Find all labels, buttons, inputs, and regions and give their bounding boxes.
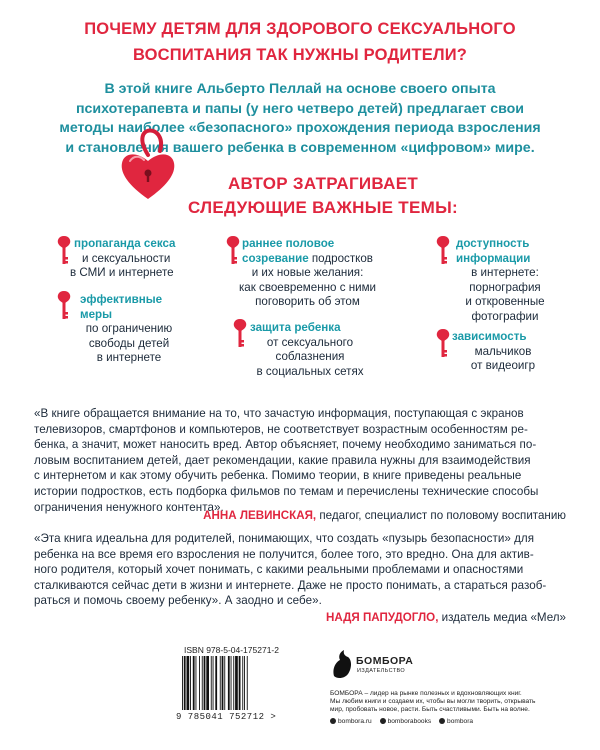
globe-icon [330, 718, 336, 724]
quote-line: бенка, а значит, может наносить вред. Автор объясняет, почему необходимо заниматься по- [34, 438, 537, 452]
topic-highlight: информации [456, 251, 531, 265]
topic-highlight: эффективные [80, 293, 163, 306]
isbn-label: ISBN 978-5-04-175271-2 [184, 645, 279, 655]
quote-line: истории подростков, есть подборка фильмов по темам и перечислены технические способы [34, 484, 539, 498]
publisher-description [330, 690, 580, 714]
barcode-bar [199, 656, 200, 710]
barcode-bar [224, 656, 225, 710]
intro-line: В этой книге Альберто Пеллай на основе своего опыта [104, 81, 496, 97]
barcode-bar [239, 656, 241, 710]
quote-line: ограничения ненужного контента». [34, 500, 224, 514]
social-icon [380, 718, 386, 724]
publisher-desc-line: БОМБОРА – лидер на рынке полезных и вдохновляющих книг. [330, 690, 522, 697]
topic-highlight: доступность [456, 237, 530, 250]
topics-heading-line: АВТОР ЗАТРАГИВАЕТ [227, 174, 419, 193]
topic-line: поговорить об этом [255, 295, 360, 308]
question-line: ВОСПИТАНИЯ ТАК НУЖНЫ РОДИТЕЛИ? [132, 46, 468, 64]
social-link[interactable]: bombora.ru [338, 718, 372, 725]
topic-highlight: раннее половое [242, 237, 335, 250]
topic-line: в социальных сетях [256, 364, 364, 378]
barcode-bar [244, 656, 245, 710]
topic-highlight: защита ребенка [250, 321, 341, 334]
quote-line: «В книге обращается внимание на то, что зачастую информация, поступающая с экранов [34, 407, 524, 420]
social-icon [439, 718, 445, 724]
topic-highlight: зависимость [452, 330, 527, 343]
topic-effective-measures [70, 293, 188, 366]
barcode-number: 9 785041 752712 > [176, 712, 277, 722]
publisher-name: БОМБОРА [356, 655, 414, 667]
topics-heading [178, 172, 468, 220]
barcode-bar [233, 656, 234, 710]
topic-highlight: меры [80, 307, 113, 321]
topic-early-puberty [220, 237, 395, 310]
quote-line: телевизоров, смартфонов и компьютеров, не соответствует возрастным особенностям ре- [34, 422, 528, 436]
question-title [60, 16, 540, 68]
barcode-bar [235, 656, 238, 710]
signature-role: издатель медиа «Мел» [438, 611, 566, 624]
barcode-bar [187, 656, 190, 710]
barcode-bar [222, 656, 224, 710]
topic-line: и сексуальности [82, 251, 171, 265]
intro-line: психотерапевта и папы (у него четверо детей) предлагает свои [75, 100, 525, 117]
barcode-graphic [180, 656, 276, 716]
topic-line: свободы детей [88, 336, 170, 350]
topic-line: соблазнения [275, 350, 345, 363]
quote-line: с интернетом и как этому обучить ребенка. Помимо теории, в книге приведены реальные [34, 469, 522, 483]
bombora-logo-icon [330, 648, 354, 680]
intro-line: и становления вашего ребенка в современном «цифровом» мире. [65, 139, 535, 156]
barcode-bar [215, 656, 217, 710]
barcode-bar [202, 656, 203, 710]
topic-sex-propaganda [70, 237, 176, 281]
publisher-desc-line: мир, пробовать новое, расти. Быть счастливыми. Быть на волне. [330, 706, 530, 713]
question-line: ПОЧЕМУ ДЕТЯМ ДЛЯ ЗДОРОВОГО СЕКСУАЛЬНОГО [84, 20, 516, 38]
heart-lock-icon [118, 125, 178, 205]
topic-line: в интернете [96, 351, 162, 364]
publisher-subtitle: ИЗДАТЕЛЬСТВО [357, 668, 406, 674]
barcode-bar [228, 656, 230, 710]
quote-line: ребенка на все время его взросления не получится, более того, это вредно. Она для актив- [34, 547, 534, 561]
topic-highlight: пропаганда секса [74, 237, 176, 250]
topic-game-addiction [448, 330, 558, 374]
quote-line: сталкиваются сейчас дети в жизни и интернете. Даже не просто понимать, а стараться разоб- [34, 578, 547, 592]
topics-heading-line: СЛЕДУЮЩИЕ ВАЖНЫЕ ТЕМЫ: [188, 198, 458, 217]
topic-line: от сексуального [266, 335, 354, 349]
topic-line: по ограничению [85, 322, 173, 335]
topic-line: мальчиков [474, 344, 532, 358]
signature-papudoglo [326, 611, 566, 624]
topic-child-protection [235, 321, 385, 379]
topic-line: и откровенные [465, 295, 545, 308]
topic-line: фотографии [471, 309, 539, 323]
signature-name: НАДЯ ПАПУДОГЛО, [325, 611, 439, 624]
topic-information-access [440, 237, 570, 324]
topic-highlight: созревание [242, 251, 309, 265]
publisher-desc-line: Мы любим книги и создаем их, чтобы вы могли творить, открывать [330, 698, 536, 705]
barcode-bar [193, 656, 195, 710]
topic-line: от видеоигр [470, 359, 536, 372]
barcode-bar [213, 656, 214, 710]
quote-levinskaya [34, 406, 566, 515]
barcode-bar [204, 656, 206, 710]
topic-line: порнография [469, 280, 541, 294]
topic-line: в СМИ и интернете [70, 266, 174, 279]
barcode-bar [182, 656, 183, 710]
barcode-bar [190, 656, 191, 710]
barcode-bar [220, 656, 221, 710]
barcode-bar [211, 656, 212, 710]
barcode-bar [184, 656, 186, 710]
barcode-bar [231, 656, 232, 710]
barcode-bar [247, 656, 248, 710]
quote-line: ного родителя, который хочет понимать, с какими реальными проблемами и опасностями [34, 563, 524, 577]
signature-levinskaya [203, 509, 566, 522]
topic-line: подростков [308, 251, 373, 265]
signature-role: педагог, специалист по половому воспитанию [316, 509, 566, 522]
signature-name: АННА ЛЕВИНСКАЯ, [203, 509, 317, 522]
topic-line: и их новые желания: [251, 266, 364, 279]
key-icon [57, 290, 71, 320]
quote-line: раться и помочь своему ребенку». А заодно и себе». [34, 594, 322, 608]
barcode-bar [242, 656, 243, 710]
topic-line: в интернете: [471, 266, 539, 279]
social-link[interactable]: bomborabooks [387, 718, 432, 725]
quote-papudoglo [34, 531, 566, 609]
social-link[interactable]: bombora [447, 718, 474, 725]
quote-line: «Эта книга идеальна для родителей, понимающих, что создать «пузырь безопасности» для [34, 532, 535, 545]
quote-line: ловым воспитанием детей, дает рекомендации, какие правила нужны для взаимодействия [34, 453, 531, 467]
barcode-bar [196, 656, 197, 710]
publisher-socials [330, 718, 473, 725]
key-icon [57, 235, 71, 265]
topic-line: как своевременно с ними [238, 280, 377, 294]
barcode-bar [206, 656, 209, 710]
intro-line: методы наиболее «безопасного» прохождения периода взросления [59, 120, 541, 136]
